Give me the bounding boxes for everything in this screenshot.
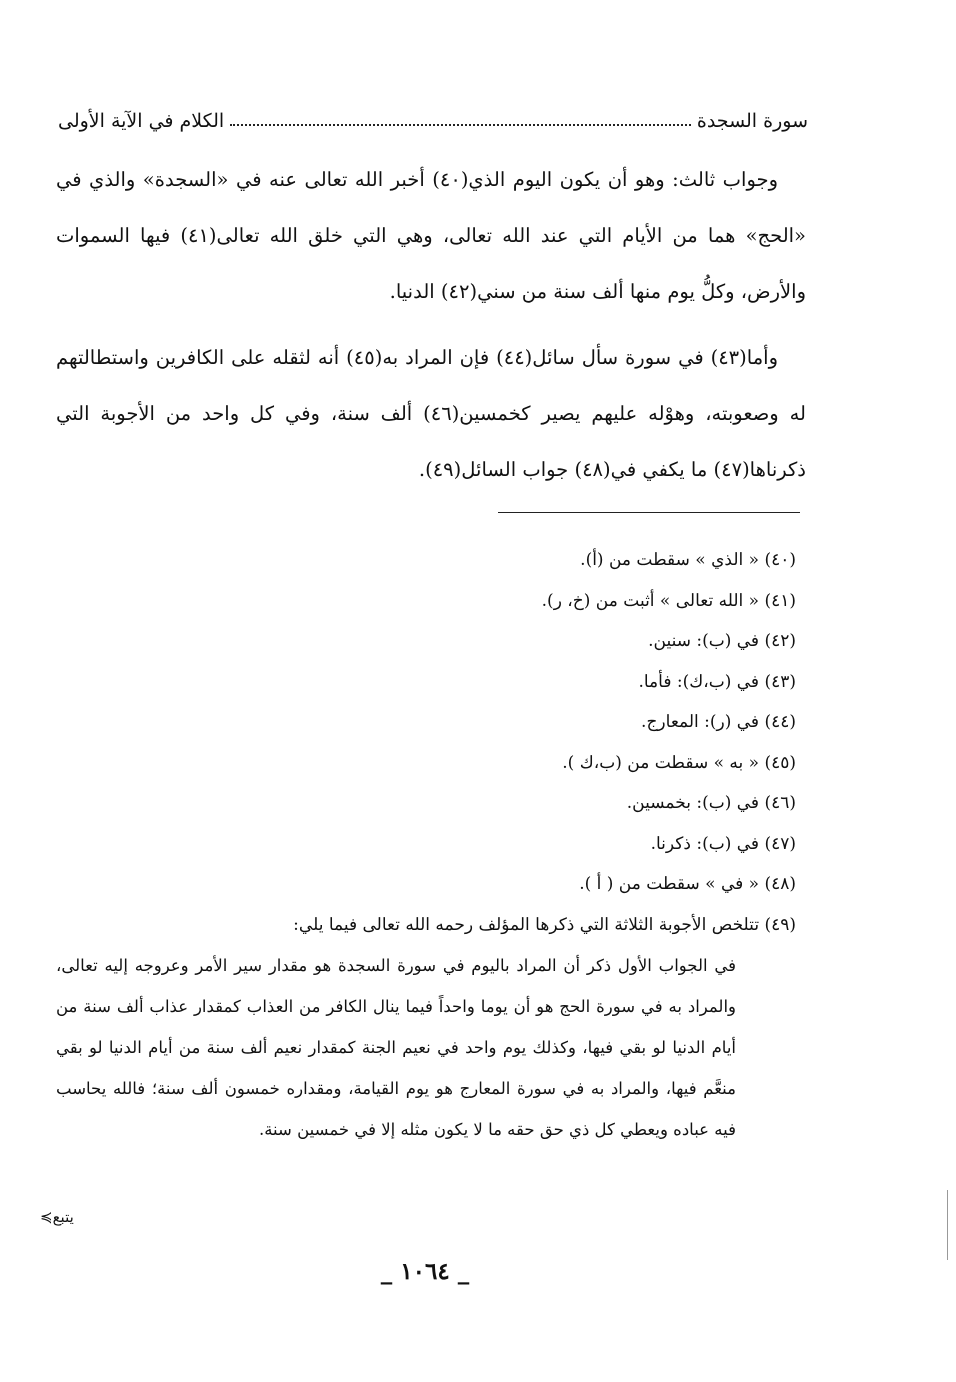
footnote-47: (٤٧) في (ب): ذكرنا.	[650, 833, 796, 854]
footnote-46: (٤٦) في (ب): بخمسين.	[626, 793, 796, 813]
running-header	[58, 98, 808, 132]
footnote-49: (٤٩) تتلخص الأجوبة الثلاثة التي ذكرها المؤلف رحمه الله تعالى فيما يلي:	[293, 914, 796, 935]
footnote-41: (٤١) « الله تعالى » أثبت من (خ، ر).	[541, 590, 796, 611]
footnote-45: (٤٥) « به » سقطت من (ب،ك ).	[562, 752, 796, 773]
footnote-49-detail: في الجواب الأول ذكر أن المراد باليوم في سورة السجدة هو مقدار سير الأمر وعروجه إليه تعالى، والمراد به في سورة الحج هو أن يوما واحداً فيما ينال الكافر من العذاب كمقدار عذاب ألف سنة من أيام الدنيا لو بقي فيها، وكذلك يوم واحد في نعيم الجنة كمقدار نعيم ألف سنة من أيام الدنيا لو بقي منعَّم فيها، والمراد به في سورة المعارج هو يوم القيامة، ومقداره خمسون ألف سنة؛ فالله يحاسب فيه عباده ويعطي كل ذي حق حقه ما لا يكون مثله إلا في خمسين سنة.	[56, 956, 736, 1139]
main-text	[56, 152, 806, 498]
header-section-title: الكلام في الآية الأولى	[58, 110, 225, 132]
footnotes	[56, 540, 796, 1150]
footnote-separator	[498, 512, 800, 513]
paragraph-2: وأما(٤٣) في سورة سأل سائل(٤٤) فإن المراد به(٤٥) أنه لثقله على الكافرين واستطالتهم له وصعوبته، وهوْله عليهم يصير كخمسين(٤٦) ألف سنة، وفي كل واحد من الأجوبة التي ذكرناها(٤٧) ما يكفي في(٤٨) جواب السائل(٤٩).	[56, 346, 807, 481]
continue-marker: يتبع≽	[40, 1208, 74, 1226]
footnote-48: (٤٨) « في » سقطت من ( أ ).	[579, 874, 796, 894]
scan-edge-mark	[947, 1190, 948, 1260]
page-number: _ ١٠٦٤ _	[380, 1258, 470, 1285]
footnote-44: (٤٤) في (ر): المعارج.	[641, 712, 796, 732]
footnote-42: (٤٢) في (ب): سنين.	[648, 631, 796, 651]
footnote-43: (٤٣) في (ب،ك): فأما.	[638, 671, 796, 692]
paragraph-1: وجواب ثالث: وهو أن يكون اليوم الذي(٤٠) أخبر الله تعالى عنه في «السجدة» والذي في «الحج» هما من الأيام التي عند الله تعالى، وهي التي خلق الله تعالى(٤١) فيها السموات والأرض، وكلُّ يوم منها ألف سنة من سني(٤٢) الدنيا.	[56, 168, 806, 303]
header-surah-title: سورة السجدة	[696, 110, 808, 132]
footnote-40: (٤٠) « الذي » سقطت من (أ).	[580, 550, 796, 570]
header-leader-dots	[230, 124, 691, 126]
